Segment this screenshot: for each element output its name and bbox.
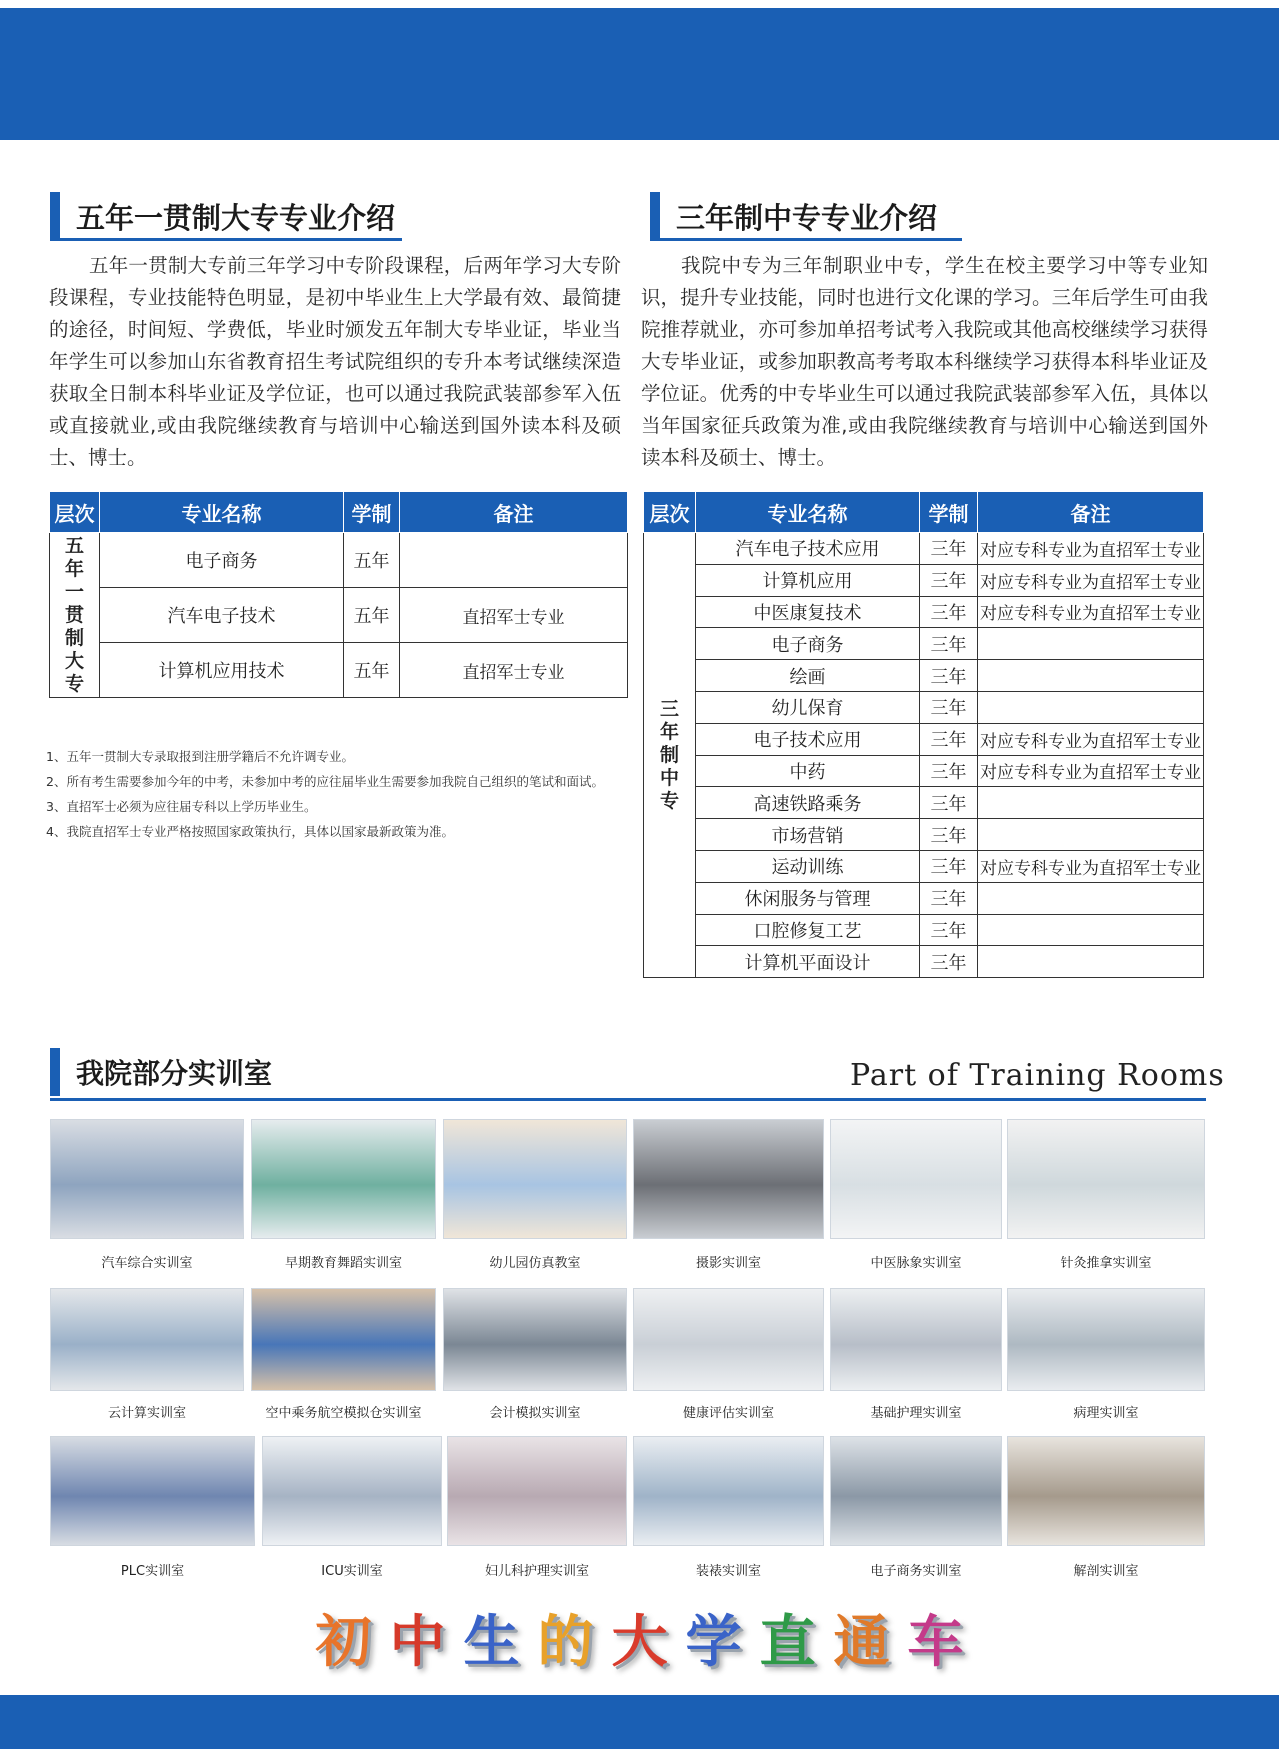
training-room-photo (633, 1288, 824, 1391)
table-row (644, 819, 1204, 851)
header-note: 备注 (978, 492, 1204, 533)
slogan-character: 大 (611, 1609, 668, 1675)
years-cell: 三年 (920, 564, 978, 596)
years-cell: 五年 (344, 533, 400, 588)
years-cell: 三年 (920, 946, 978, 978)
note-item: 4、我院直招军士专业严格按照国家政策执行，具体以国家最新政策为准。 (46, 824, 454, 839)
major-cell: 电子商务 (696, 628, 920, 660)
heading-underline (50, 1098, 1206, 1101)
major-cell: 中医康复技术 (696, 596, 920, 628)
training-room-caption: 会计模拟实训室 (489, 1406, 581, 1421)
training-room-caption: 妇儿科护理实训室 (484, 1564, 589, 1579)
five-year-intro: 五年一贯制大专前三年学习中专阶段课程，后两年学习大专阶段课程，专业技能特色明显，是初中毕业生上大学最有效、最简捷的途径，时间短、学费低，毕业时颁发五年制大专毕业证，毕业当年学生可以参加山东省教育招生考试院组织的专升本考试继续深造获取全日制本科毕业证及学位证，也可以通过我院武装部参军入伍或直接就业,或由我院继续教育与培训中心输送到国外读本科及硕士、博士。 (49, 254, 621, 469)
heading-underline (650, 238, 962, 241)
training-room-photo (830, 1119, 1002, 1239)
table-row (644, 660, 1204, 692)
note-cell: 直招军士专业 (400, 588, 628, 643)
training-room-photo (262, 1436, 442, 1546)
header-years: 学制 (344, 492, 400, 533)
major-cell: 计算机应用 (696, 564, 920, 596)
major-cell: 运动训练 (696, 850, 920, 882)
training-room-photo (251, 1119, 436, 1239)
top-banner (0, 8, 1279, 140)
years-cell: 五年 (344, 588, 400, 643)
five-year-title: 五年一贯制大专专业介绍 (76, 201, 396, 235)
note-cell: 对应专科专业为直招军士专业 (978, 850, 1204, 882)
table-row (644, 850, 1204, 882)
training-room-photo (1007, 1436, 1205, 1546)
training-room-caption: 健康评估实训室 (682, 1406, 774, 1421)
note-cell: 对应专科专业为直招军士专业 (978, 533, 1204, 565)
training-room-caption: 早期教育舞蹈实训室 (284, 1256, 402, 1271)
note-cell: 对应专科专业为直招军士专业 (978, 723, 1204, 755)
note-item: 3、直招军士必须为应往届专科以上学历毕业生。 (46, 799, 317, 814)
years-cell: 三年 (920, 723, 978, 755)
note-cell (978, 914, 1204, 946)
training-room-photo (830, 1288, 1002, 1391)
training-room-caption: ICU实训室 (321, 1564, 383, 1579)
major-cell: 电子商务 (100, 533, 344, 588)
note-cell (978, 628, 1204, 660)
training-room-caption: 幼儿园仿真教室 (489, 1256, 581, 1271)
training-title: 我院部分实训室 (76, 1057, 273, 1090)
note-cell (978, 882, 1204, 914)
training-room-caption: 解剖实训室 (1073, 1564, 1139, 1579)
note-cell: 对应专科专业为直招军士专业 (978, 596, 1204, 628)
training-room-photo (251, 1288, 436, 1391)
major-cell: 绘画 (696, 660, 920, 692)
major-cell: 计算机应用技术 (100, 643, 344, 698)
major-cell: 电子技术应用 (696, 723, 920, 755)
years-cell: 三年 (920, 533, 978, 565)
three-year-table (643, 491, 1204, 978)
table-header-row (644, 492, 1204, 533)
note-item: 1、五年一贯制大专录取报到注册学籍后不允许调专业。 (46, 749, 354, 764)
note-cell (400, 533, 628, 588)
years-cell: 五年 (344, 643, 400, 698)
table-row (50, 588, 628, 643)
slogan-character: 车 (907, 1609, 964, 1675)
three-year-intro: 我院中专为三年制职业中专，学生在校主要学习中等专业知识，提升专业技能，同时也进行文化课的学习。三年后学生可由我院推荐就业，亦可参加单招考试考入我院或其他高校继续学习获得大专毕业证，或参加职教高考考取本科继续学习获得本科毕业证及学位证。优秀的中专毕业生可以通过我院武装部参军入伍，具体以当年国家征兵政策为准,或由我院继续教育与培训中心输送到国外读本科及硕士、博士。 (641, 254, 1208, 469)
training-room-caption: 电子商务实训室 (870, 1564, 962, 1579)
training-room-caption: 基础护理实训室 (870, 1406, 962, 1421)
training-room-caption: 空中乘务航空模拟仓实训室 (265, 1406, 422, 1421)
note-cell (978, 691, 1204, 723)
table-row (644, 628, 1204, 660)
years-cell: 三年 (920, 755, 978, 787)
level-cell: 三 年 制 中 专 (644, 533, 696, 978)
header-level: 层次 (644, 492, 696, 533)
table-row (644, 946, 1204, 978)
slogan-character: 初 (315, 1609, 372, 1675)
training-title-en: Part of Training Rooms (850, 1058, 1225, 1093)
years-cell: 三年 (920, 787, 978, 819)
table-row (644, 723, 1204, 755)
major-cell: 汽车电子技术 (100, 588, 344, 643)
table-row (644, 914, 1204, 946)
training-room-caption: PLC实训室 (120, 1564, 185, 1579)
training-room-photo (50, 1119, 244, 1239)
level-cell: 五 年 一 贯 制 大 专 (50, 533, 100, 698)
training-room-caption: 汽车综合实训室 (101, 1256, 193, 1271)
major-cell: 口腔修复工艺 (696, 914, 920, 946)
major-cell: 休闲服务与管理 (696, 882, 920, 914)
training-room-caption: 病理实训室 (1073, 1406, 1139, 1421)
three-year-heading (650, 192, 1210, 242)
training-room-photo (633, 1436, 824, 1546)
table-row (50, 533, 628, 588)
years-cell: 三年 (920, 914, 978, 946)
training-room-caption: 摄影实训室 (695, 1256, 761, 1271)
major-cell: 汽车电子技术应用 (696, 533, 920, 565)
slogan-character: 中 (389, 1609, 446, 1675)
note-cell: 对应专科专业为直招军士专业 (978, 564, 1204, 596)
training-room-photo (1007, 1288, 1205, 1391)
table-row (644, 787, 1204, 819)
header-major: 专业名称 (696, 492, 920, 533)
five-year-table (49, 491, 628, 698)
note-cell (978, 660, 1204, 692)
note-cell (978, 819, 1204, 851)
heading-underline (50, 238, 402, 241)
five-year-notes (46, 744, 646, 844)
header-major: 专业名称 (100, 492, 344, 533)
table-row (644, 533, 1204, 565)
major-cell: 计算机平面设计 (696, 946, 920, 978)
years-cell: 三年 (920, 596, 978, 628)
years-cell: 三年 (920, 660, 978, 692)
training-room-caption: 针灸推拿实训室 (1060, 1256, 1152, 1271)
major-cell: 高速铁路乘务 (696, 787, 920, 819)
header-level: 层次 (50, 492, 100, 533)
training-room-caption: 中医脉象实训室 (870, 1256, 962, 1271)
note-cell (978, 946, 1204, 978)
slogan-character: 直 (759, 1609, 816, 1675)
training-room-photo (447, 1436, 627, 1546)
major-cell: 中药 (696, 755, 920, 787)
training-room-caption: 装裱实训室 (695, 1564, 761, 1579)
note-item: 2、所有考生需要参加今年的中考，未参加中考的应往届毕业生需要参加我院自己组织的笔试和面试。 (46, 774, 604, 789)
major-cell: 幼儿保育 (696, 691, 920, 723)
header-note: 备注 (400, 492, 628, 533)
five-year-heading (50, 192, 610, 242)
training-room-photo (443, 1119, 627, 1239)
major-cell: 市场营销 (696, 819, 920, 851)
bottom-banner (0, 1695, 1279, 1749)
years-cell: 三年 (920, 882, 978, 914)
table-row (644, 691, 1204, 723)
training-room-photo (1007, 1119, 1205, 1239)
heading-accent-bar (50, 192, 60, 240)
slogan-character: 的 (537, 1609, 594, 1675)
years-cell: 三年 (920, 819, 978, 851)
training-room-photo (50, 1288, 244, 1391)
note-cell: 直招军士专业 (400, 643, 628, 698)
slogan-character: 通 (833, 1609, 890, 1675)
training-room-photo (830, 1436, 1002, 1546)
slogan-character: 生 (463, 1609, 520, 1675)
table-row (644, 755, 1204, 787)
table-row (644, 564, 1204, 596)
training-room-photo (50, 1436, 255, 1546)
years-cell: 三年 (920, 850, 978, 882)
table-row (644, 596, 1204, 628)
header-years: 学制 (920, 492, 978, 533)
table-row (644, 882, 1204, 914)
table-header-row (50, 492, 628, 533)
years-cell: 三年 (920, 691, 978, 723)
three-year-title: 三年制中专专业介绍 (676, 201, 938, 235)
years-cell: 三年 (920, 628, 978, 660)
training-room-caption: 云计算实训室 (107, 1406, 186, 1421)
training-room-photo (633, 1119, 824, 1239)
note-cell: 对应专科专业为直招军士专业 (978, 755, 1204, 787)
table-row (50, 643, 628, 698)
note-cell (978, 787, 1204, 819)
slogan-character: 学 (685, 1609, 742, 1675)
heading-accent-bar (650, 192, 660, 240)
training-room-photo (443, 1288, 627, 1391)
heading-accent-bar (50, 1048, 60, 1096)
slogan (0, 1598, 1279, 1678)
